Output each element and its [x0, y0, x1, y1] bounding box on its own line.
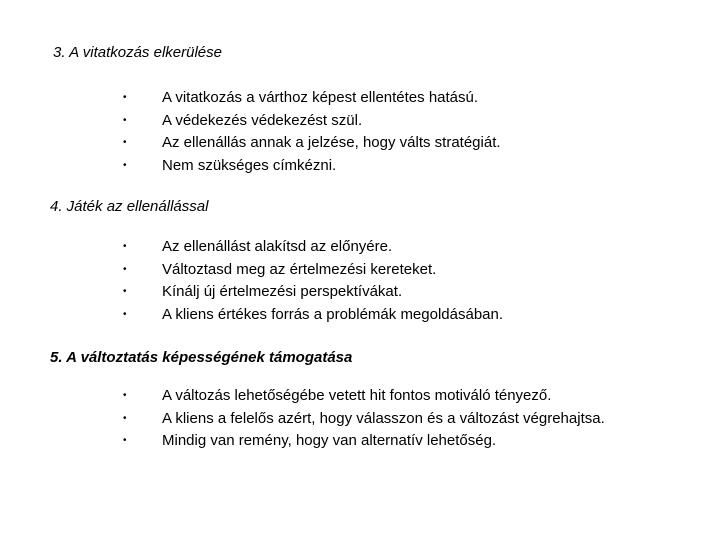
bullet-icon: •	[123, 390, 127, 401]
list-item-text: Kínálj új értelmezési perspektívákat.	[162, 283, 403, 300]
bullet-icon: •	[123, 159, 127, 171]
bullet-icon: •	[123, 137, 127, 148]
bullet-icon: •	[123, 241, 127, 252]
bullet-icon: •	[123, 114, 127, 126]
section-heading-5: 5. A változtatás képességének támogatása	[50, 349, 353, 366]
list-item-text: Mindig van remény, hogy van alternatív lehetőség.	[162, 432, 497, 449]
bullet-icon: •	[123, 286, 127, 297]
bullet-icon: •	[123, 263, 127, 275]
bullet-icon: •	[123, 412, 127, 424]
list-item-text: A kliens a felelős azért, hogy válasszon és a változást végrehajtsa.	[162, 409, 605, 427]
list-item-text: A kliens értékes forrás a problémák megoldásában.	[162, 305, 504, 323]
bullet-icon: •	[123, 435, 127, 446]
list-item-text: Az ellenállás annak a jelzése, hogy válts stratégiát.	[162, 134, 501, 151]
section-heading-3: 3. A vitatkozás elkerülése	[53, 44, 222, 61]
list-item-text: A változás lehetőségébe vetett hit fontos motiváló tényező.	[162, 387, 552, 404]
list-item-text: Változtasd meg az értelmezési kereteket.	[162, 260, 437, 278]
bullet-icon: •	[123, 92, 127, 103]
list-item-text: Nem szükséges címkézni.	[162, 156, 337, 174]
list-item-text: A védekezés védekezést szül.	[162, 111, 363, 129]
list-item-text: A vitatkozás a várthoz képest ellentétes hatású.	[162, 89, 479, 106]
list-item-text: Az ellenállást alakítsd az előnyére.	[162, 238, 393, 255]
bullet-icon: •	[123, 308, 127, 320]
section-heading-4: 4. Játék az ellenállással	[50, 198, 209, 215]
